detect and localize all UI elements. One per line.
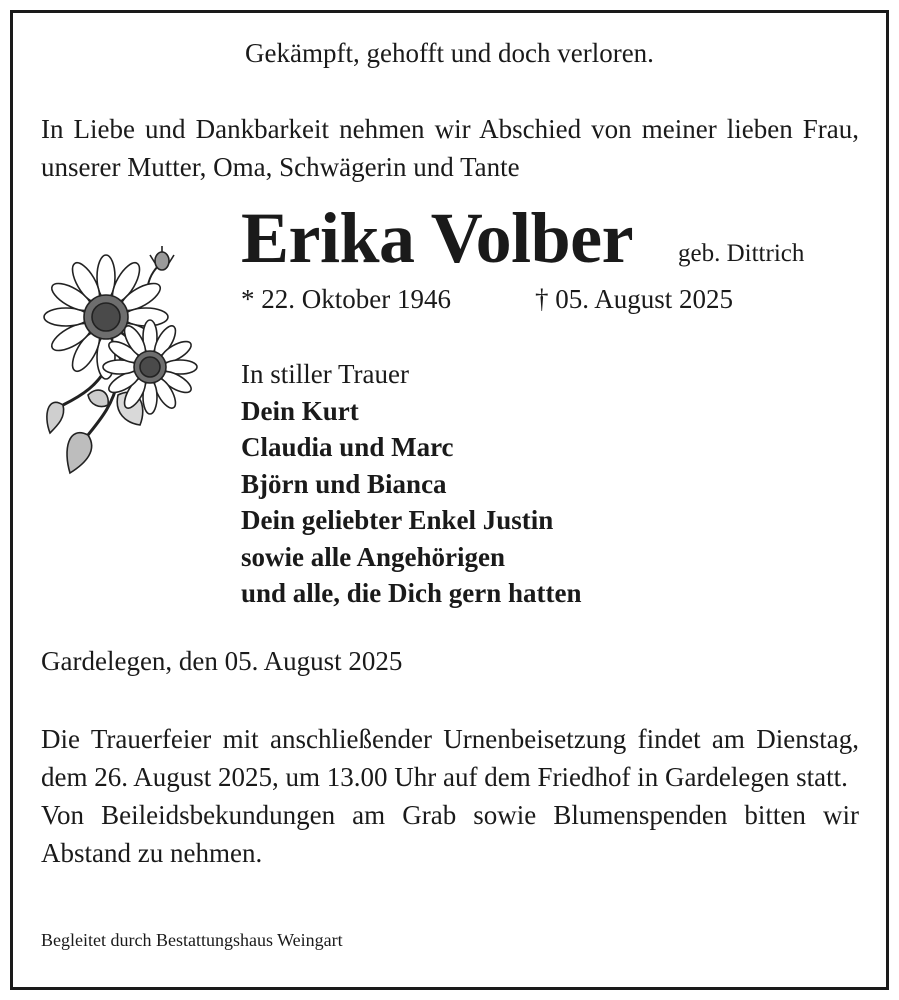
sunflower-icon [38, 245, 198, 480]
condolence-notice: Von Beileidsbekundungen am Grab sowie Blumenspenden bitten wir Abstand zu nehmen. [41, 800, 859, 868]
undertaker-credit: Begleitet durch Bestattungshaus Weingart [41, 930, 343, 950]
deceased-name: Erika Volber [241, 198, 634, 278]
birth-date: * 22. Oktober 1946 [241, 284, 451, 314]
funeral-info [41, 720, 859, 872]
mourning-lead: In stiller Trauer [241, 359, 409, 389]
place-date: Gardelegen, den 05. August 2025 [41, 646, 403, 676]
mourner-name: Dein geliebter Enkel Justin [241, 505, 554, 535]
mourner-name: sowie alle Angehörigen [241, 541, 505, 572]
funeral-notice: Die Trauerfeier mit anschließender Urnenbeisetzung findet am Dienstag, dem 26. August 2025, um 13.00 Uhr auf dem Friedhof in Gardelegen statt. [41, 724, 859, 792]
mourner-name: und alle, die Dich gern hatten [241, 578, 582, 608]
death-date: † 05. August 2025 [535, 284, 734, 314]
mourner-name: Claudia und Marc [241, 432, 454, 462]
maiden-name: geb. Dittrich [678, 240, 805, 267]
mourner-name: Dein Kurt [241, 395, 359, 426]
mourner-name: Björn und Bianca [241, 468, 447, 499]
intro-text: In Liebe und Dankbarkeit nehmen wir Abschied von meiner lieben Frau, unserer Mutter, Oma, Schwägerin und Tante [41, 114, 859, 182]
mourners-list [241, 356, 582, 612]
motto: Gekämpft, gehofft und doch verloren. [245, 38, 654, 68]
